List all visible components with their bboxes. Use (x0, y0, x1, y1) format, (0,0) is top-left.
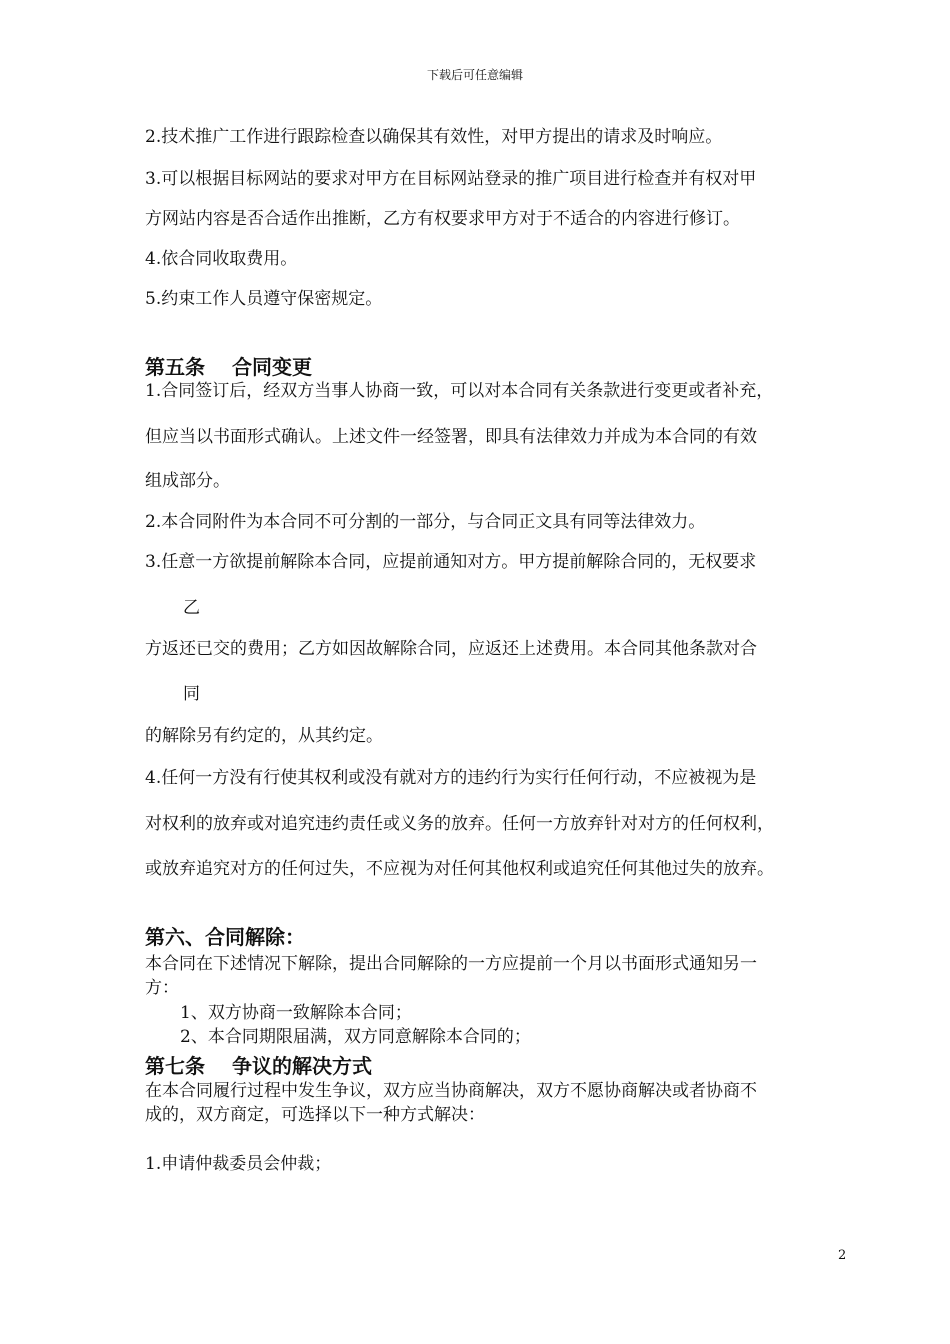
section-heading: 第五条 合同变更 (145, 355, 312, 379)
clause-line: 1.合同签订后，经双方当事人协商一致，可以对本合同有关条款进行变更或者补充， (145, 381, 774, 401)
clause-line: 的解除另有约定的，从其约定。 (145, 726, 383, 746)
clause-line: 4.依合同收取费用。 (145, 249, 298, 269)
clause-line: 1.申请仲裁委员会仲裁； (145, 1154, 332, 1174)
clause-line: 乙 (183, 598, 200, 618)
page-number: 2 (838, 1248, 847, 1263)
clause-line: 对权利的放弃或对追究违约责任或义务的放弃。任何一方放弃针对对方的任何权利， (145, 814, 774, 834)
clause-line: 4.任何一方没有行使其权利或没有就对方的违约行为实行任何行动，不应被视为是 (145, 768, 757, 788)
clause-line: 方返还已交的费用；乙方如因故解除合同，应返还上述费用。本合同其他条款对合 (145, 639, 757, 659)
clause-line: 3.任意一方欲提前解除本合同，应提前通知对方。甲方提前解除合同的，无权要求 (145, 552, 757, 572)
clause-line: 2.本合同附件为本合同不可分割的一部分，与合同正文具有同等法律效力。 (145, 512, 706, 532)
section-heading: 第七条 争议的解决方式 (145, 1054, 372, 1078)
clause-line: 1、双方协商一致解除本合同； (180, 1003, 412, 1023)
clause-line: 方网站内容是否合适作出推断，乙方有权要求甲方对于不适合的内容进行修订。 (145, 209, 740, 229)
clause-line: 2.技术推广工作进行跟踪检查以确保其有效性，对甲方提出的请求及时响应。 (145, 127, 723, 147)
clause-line: 同 (183, 684, 200, 704)
clause-line: 在本合同履行过程中发生争议，双方应当协商解决，双方不愿协商解决或者协商不 (145, 1081, 757, 1101)
clause-line: 本合同在下述情况下解除，提出合同解除的一方应提前一个月以书面形式通知另一 (145, 954, 757, 974)
clause-line: 组成部分。 (145, 471, 230, 491)
clause-line: 2、本合同期限届满，双方同意解除本合同的； (180, 1027, 531, 1047)
clause-line: 成的，双方商定，可选择以下一种方式解决： (145, 1105, 485, 1125)
clause-line: 或放弃追究对方的任何过失，不应视为对任何其他权利或追究任何其他过失的放弃。 (145, 859, 774, 879)
clause-line: 5.约束工作人员遵守保密规定。 (145, 289, 383, 309)
clause-line: 3.可以根据目标网站的要求对甲方在目标网站登录的推广项目进行检查并有权对甲 (145, 169, 757, 189)
clause-line: 方： (145, 978, 179, 998)
page-header: 下载后可任意编辑 (426, 68, 523, 82)
section-heading: 第六、合同解除： (145, 925, 305, 949)
clause-line: 但应当以书面形式确认。上述文件一经签署，即具有法律效力并成为本合同的有效 (145, 427, 757, 447)
